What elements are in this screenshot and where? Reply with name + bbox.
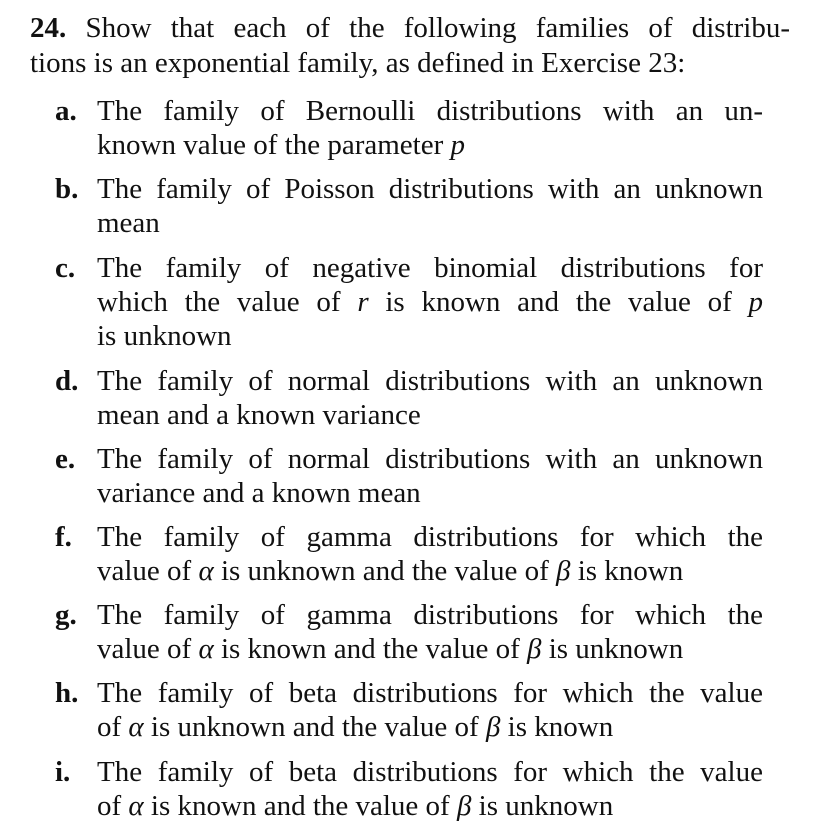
item-label: i. (55, 756, 71, 788)
item-text: The family of normal distributions with an unknown variance and a known mean (97, 443, 763, 509)
exercise-intro (30, 11, 790, 81)
item-label: c. (55, 252, 76, 284)
item-label: e. (55, 443, 76, 475)
item-label: d. (55, 365, 79, 397)
intro-line-1: 24. Show that each of the following families of distribu- (30, 12, 791, 44)
item-text: The family of normal distributions with an unknown mean and a known variance (97, 365, 763, 431)
exercise-number: 24. (30, 12, 67, 44)
item-text: The family of gamma distributions for which the value of α is unknown and the value of β is known (97, 521, 763, 587)
item-text: The family of Poisson distributions with an unknown mean (97, 173, 763, 239)
item-text: The family of Bernoulli distributions with an un- known value of the parameter p (97, 95, 763, 161)
item-label: f. (55, 521, 72, 553)
item-label: b. (55, 173, 79, 205)
item-label: g. (55, 599, 77, 631)
item-label: a. (55, 95, 77, 127)
intro-line-2: tions is an exponential family, as defined in Exercise 23: (30, 47, 686, 79)
item-text: The family of beta distributions for which the value of α is known and the value of β is unknown (97, 756, 763, 822)
item-text: The family of beta distributions for which the value of α is unknown and the value of β is known (97, 677, 763, 743)
item-label: h. (55, 677, 79, 709)
item-text: The family of negative binomial distributions for which the value of r is known and the value of p is unknown (97, 252, 763, 352)
item-text: The family of gamma distributions for which the value of α is known and the value of β is unknown (97, 599, 763, 665)
